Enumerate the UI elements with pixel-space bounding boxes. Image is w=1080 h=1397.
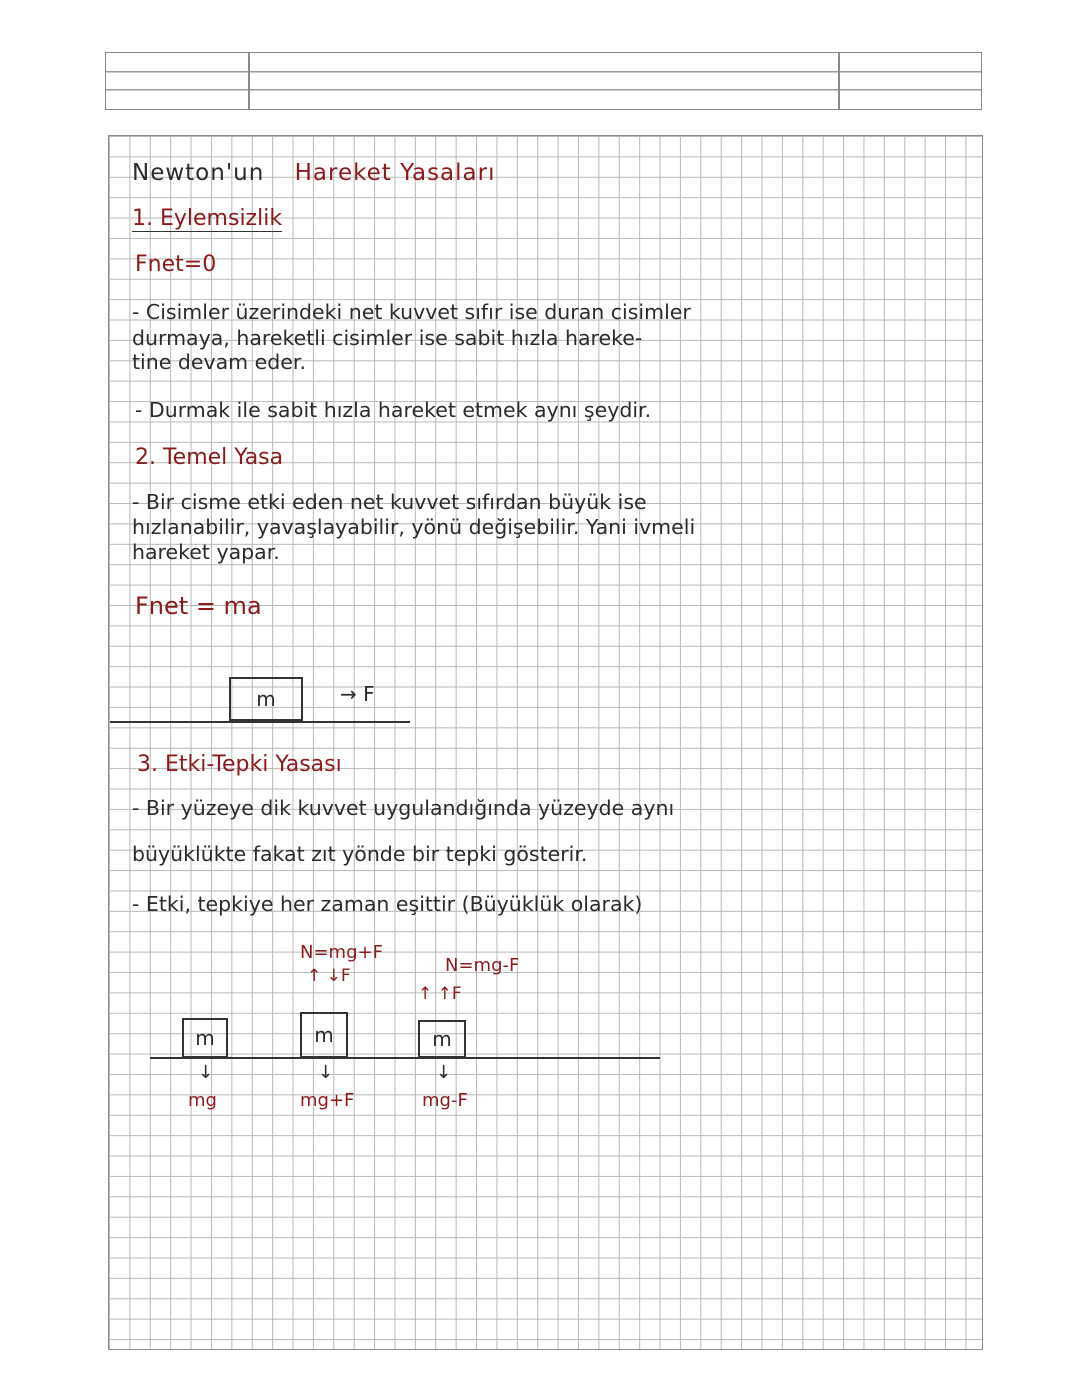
law2-text-line3: hareket yapar. — [132, 540, 280, 564]
box1-weight-label: mg — [188, 1090, 217, 1111]
page-title — [132, 160, 495, 186]
header-divider — [248, 53, 250, 109]
law3-heading: 3. Etki-Tepki Yasası — [137, 752, 342, 777]
law1-formula: Fnet=0 — [135, 252, 217, 277]
law2-text-line1: - Bir cisme etki eden net kuvvet sıfırdan büyük ise — [132, 490, 647, 514]
box2-weight-label: mg+F — [300, 1090, 355, 1111]
law3-text-line2: büyüklükte fakat zıt yönde bir tepki gösterir. — [132, 842, 588, 866]
law1-text-line2: durmaya, hareketli cisimler ise sabit hızla hareke- — [132, 326, 643, 350]
law2-heading: 2. Temel Yasa — [135, 445, 284, 470]
box2-force-arrows: ↑ ↓F — [307, 966, 351, 986]
box1-mass: m — [182, 1018, 228, 1058]
title-part2: Hareket Yasaları — [294, 160, 496, 186]
box3-weight-label: mg-F — [422, 1090, 468, 1111]
box2-mass: m — [300, 1012, 348, 1058]
mass-box: m — [229, 677, 303, 721]
law1-note: - Durmak ile sabit hızla hareket etmek aynı şeydir. — [135, 398, 652, 422]
box2-normal-label: N=mg+F — [300, 942, 383, 963]
law2-formula: Fnet = ma — [135, 592, 262, 620]
law1-heading: 1. Eylemsizlik — [132, 206, 283, 231]
box2-weight-arrow: ↓ — [318, 1062, 334, 1083]
ground-line — [110, 721, 410, 723]
ground-line — [150, 1057, 660, 1059]
title-part1: Newton'un — [132, 160, 265, 186]
box3-normal-label: N=mg-F — [445, 955, 520, 976]
law1-text-line3: tine devam eder. — [132, 350, 306, 374]
header-divider — [838, 53, 840, 109]
box1-weight-arrow: ↓ — [198, 1062, 214, 1083]
box3-mass: m — [418, 1020, 466, 1058]
law2-text-line2: hızlanabilir, yavaşlayabilir, yönü değişebilir. Yani ivmeli — [132, 515, 696, 539]
law1-text-line1: - Cisimler üzerindeki net kuvvet sıfır ise duran cisimler — [132, 300, 691, 324]
box3-force-arrows: ↑ ↑F — [418, 984, 462, 1004]
law3-text-line3: - Etki, tepkiye her zaman eşittir (Büyüklük olarak) — [132, 892, 643, 916]
box3-weight-arrow: ↓ — [436, 1062, 452, 1083]
law3-text-line1: - Bir yüzeye dik kuvvet uygulandığında yüzeyde aynı — [132, 796, 675, 820]
force-arrow-label: → F — [340, 682, 375, 706]
header-table — [105, 52, 982, 110]
